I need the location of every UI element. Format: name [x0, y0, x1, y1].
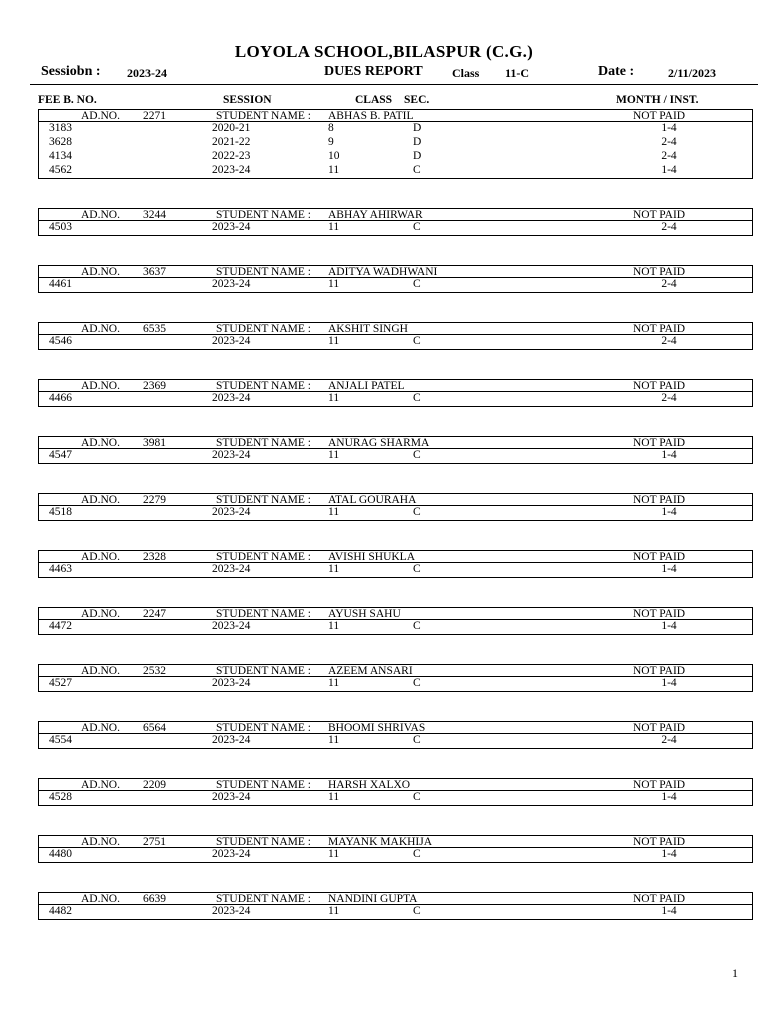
table-row: [39, 563, 752, 577]
payment-status: NOT PAID: [633, 209, 686, 221]
student-name: AKSHIT SINGH: [328, 323, 408, 335]
dues-rows: [38, 221, 753, 236]
fee-b-no: 4503: [49, 221, 72, 233]
month-inst: 2-4: [661, 136, 677, 148]
dues-rows: [38, 449, 753, 464]
section: C: [413, 278, 421, 290]
student-header-row: [38, 322, 753, 335]
ad-no-label: AD.NO.: [81, 665, 120, 677]
student-record: [38, 436, 753, 464]
table-row: [39, 506, 752, 520]
dues-rows: [38, 335, 753, 350]
student-name-label: STUDENT NAME :: [216, 836, 311, 848]
session-label: Sessiobn :: [41, 64, 101, 79]
student-header-row: [38, 550, 753, 563]
table-row: [39, 392, 752, 406]
session: 2021-22: [212, 136, 251, 148]
table-row: [39, 791, 752, 805]
class: 11: [328, 734, 340, 746]
payment-status: NOT PAID: [633, 779, 686, 791]
month-inst: 1-4: [661, 848, 677, 860]
table-row: [39, 677, 752, 691]
dues-rows: [38, 848, 753, 863]
ad-no-label: AD.NO.: [81, 551, 120, 563]
dues-rows: [38, 278, 753, 293]
session-value: 2023-24: [127, 66, 167, 80]
student-record: [38, 892, 753, 920]
table-row: [39, 221, 752, 235]
student-name: AZEEM ANSARI: [328, 665, 413, 677]
fee-b-no: 4546: [49, 335, 72, 347]
page-number: 1: [732, 966, 738, 980]
session: 2023-24: [212, 449, 251, 461]
class: 11: [328, 620, 340, 632]
section: C: [413, 164, 421, 176]
month-inst: 2-4: [661, 150, 677, 162]
student-name-label: STUDENT NAME :: [216, 209, 311, 221]
section: D: [413, 150, 422, 162]
table-row: [39, 122, 752, 136]
ad-no-label: AD.NO.: [81, 209, 120, 221]
dues-rows: [38, 677, 753, 692]
school-title: LOYOLA SCHOOL,BILASPUR (C.G.): [234, 42, 534, 61]
payment-status: NOT PAID: [633, 836, 686, 848]
dues-rows: [38, 563, 753, 578]
class: 11: [328, 791, 340, 803]
table-row: [39, 278, 752, 292]
section: C: [413, 563, 421, 575]
dues-rows: [38, 905, 753, 920]
class: 11: [328, 449, 340, 461]
student-name: AVISHI SHUKLA: [328, 551, 416, 563]
student-name-label: STUDENT NAME :: [216, 665, 311, 677]
student-record: [38, 493, 753, 521]
table-row: [39, 905, 752, 919]
table-row: [39, 449, 752, 463]
student-name-label: STUDENT NAME :: [216, 608, 311, 620]
student-record: [38, 607, 753, 635]
ad-no-value: 3637: [143, 266, 166, 278]
month-inst: 1-4: [661, 122, 677, 134]
date-label: Date :: [598, 64, 635, 79]
fee-b-no: 4547: [49, 449, 72, 461]
class: 11: [328, 335, 340, 347]
session: 2023-24: [212, 848, 251, 860]
fee-b-no: 4554: [49, 734, 72, 746]
student-name: ADITYA WADHWANI: [328, 266, 438, 278]
payment-status: NOT PAID: [633, 494, 686, 506]
payment-status: NOT PAID: [633, 551, 686, 563]
month-inst: 1-4: [661, 791, 677, 803]
student-header-row: [38, 436, 753, 449]
month-inst: 2-4: [661, 278, 677, 290]
student-record: [38, 109, 753, 179]
class-label: Class: [452, 66, 480, 80]
ad-no-label: AD.NO.: [81, 437, 120, 449]
class: 11: [328, 905, 340, 917]
student-name-label: STUDENT NAME :: [216, 551, 311, 563]
table-row: [39, 848, 752, 862]
fee-b-no: 4527: [49, 677, 72, 689]
ad-no-value: 2532: [143, 665, 166, 677]
session: 2022-23: [212, 150, 251, 162]
month-inst: 1-4: [661, 449, 677, 461]
class: 8: [328, 122, 334, 134]
student-header-row: [38, 493, 753, 506]
payment-status: NOT PAID: [633, 380, 686, 392]
student-name: ANURAG SHARMA: [328, 437, 430, 449]
student-header-row: [38, 607, 753, 620]
student-name-label: STUDENT NAME :: [216, 323, 311, 335]
section: C: [413, 335, 421, 347]
payment-status: NOT PAID: [633, 722, 686, 734]
student-header-row: [38, 208, 753, 221]
table-row: [39, 734, 752, 748]
table-row: [39, 150, 752, 164]
session: 2023-24: [212, 506, 251, 518]
class: 11: [328, 563, 340, 575]
section: C: [413, 848, 421, 860]
section: C: [413, 791, 421, 803]
student-header-row: [38, 379, 753, 392]
student-name-label: STUDENT NAME :: [216, 779, 311, 791]
student-record: [38, 265, 753, 293]
report-title: DUES REPORT: [324, 64, 423, 79]
section: D: [413, 136, 422, 148]
dues-rows: [38, 506, 753, 521]
class: 11: [328, 848, 340, 860]
month-inst: 1-4: [661, 905, 677, 917]
class-value: 11-C: [505, 66, 529, 80]
section: C: [413, 506, 421, 518]
dues-rows: [38, 122, 753, 179]
class: 10: [328, 150, 340, 162]
class: 11: [328, 221, 340, 233]
month-inst: 1-4: [661, 563, 677, 575]
student-header-row: [38, 109, 753, 122]
fee-b-no: 3628: [49, 136, 72, 148]
student-name-label: STUDENT NAME :: [216, 110, 311, 122]
student-name: ABHAS B. PATIL: [328, 110, 414, 122]
dues-rows: [38, 620, 753, 635]
section: D: [413, 122, 422, 134]
student-header-row: [38, 778, 753, 791]
section: C: [413, 392, 421, 404]
student-record: [38, 778, 753, 806]
dues-rows: [38, 734, 753, 749]
month-inst: 2-4: [661, 335, 677, 347]
session: 2023-24: [212, 620, 251, 632]
student-name-label: STUDENT NAME :: [216, 722, 311, 734]
ad-no-value: 3244: [143, 209, 166, 221]
table-row: [39, 620, 752, 634]
ad-no-label: AD.NO.: [81, 779, 120, 791]
session: 2023-24: [212, 335, 251, 347]
class: 9: [328, 136, 334, 148]
student-record: [38, 208, 753, 236]
ad-no-value: 3981: [143, 437, 166, 449]
header-divider: [30, 84, 758, 85]
session: 2023-24: [212, 734, 251, 746]
fee-b-no: 4562: [49, 164, 72, 176]
table-row: [39, 335, 752, 349]
section: C: [413, 449, 421, 461]
ad-no-value: 6639: [143, 893, 166, 905]
month-inst: 2-4: [661, 392, 677, 404]
student-name-label: STUDENT NAME :: [216, 380, 311, 392]
student-name: AYUSH SAHU: [328, 608, 401, 620]
month-inst: 1-4: [661, 677, 677, 689]
ad-no-value: 2751: [143, 836, 166, 848]
ad-no-label: AD.NO.: [81, 110, 120, 122]
ad-no-value: 2279: [143, 494, 166, 506]
ad-no-value: 2247: [143, 608, 166, 620]
student-name-label: STUDENT NAME :: [216, 893, 311, 905]
session: 2023-24: [212, 677, 251, 689]
student-name: ATAL GOURAHA: [328, 494, 417, 506]
ad-no-value: 6564: [143, 722, 166, 734]
fee-b-no: 4134: [49, 150, 72, 162]
col-fee-b-no: FEE B. NO.: [38, 94, 97, 106]
student-name: MAYANK MAKHIJA: [328, 836, 433, 848]
class: 11: [328, 278, 340, 290]
student-name-label: STUDENT NAME :: [216, 494, 311, 506]
fee-b-no: 4461: [49, 278, 72, 290]
session: 2023-24: [212, 164, 251, 176]
payment-status: NOT PAID: [633, 893, 686, 905]
ad-no-value: 2328: [143, 551, 166, 563]
session: 2023-24: [212, 278, 251, 290]
col-session: SESSION: [223, 94, 272, 106]
payment-status: NOT PAID: [633, 608, 686, 620]
section: C: [413, 734, 421, 746]
student-record: [38, 550, 753, 578]
ad-no-label: AD.NO.: [81, 722, 120, 734]
class: 11: [328, 506, 340, 518]
month-inst: 1-4: [661, 620, 677, 632]
section: C: [413, 221, 421, 233]
fee-b-no: 4518: [49, 506, 72, 518]
payment-status: NOT PAID: [633, 665, 686, 677]
table-row: [39, 164, 752, 178]
ad-no-value: 2271: [143, 110, 166, 122]
ad-no-label: AD.NO.: [81, 323, 120, 335]
ad-no-value: 6535: [143, 323, 166, 335]
ad-no-label: AD.NO.: [81, 836, 120, 848]
student-header-row: [38, 721, 753, 734]
ad-no-label: AD.NO.: [81, 380, 120, 392]
student-name: HARSH XALXO: [328, 779, 411, 791]
section: C: [413, 677, 421, 689]
student-header-row: [38, 892, 753, 905]
student-name: ANJALI PATEL: [328, 380, 405, 392]
student-name-label: STUDENT NAME :: [216, 437, 311, 449]
fee-b-no: 4472: [49, 620, 72, 632]
fee-b-no: 4463: [49, 563, 72, 575]
student-header-row: [38, 265, 753, 278]
table-row: [39, 136, 752, 150]
month-inst: 2-4: [661, 734, 677, 746]
student-header-row: [38, 664, 753, 677]
fee-b-no: 4466: [49, 392, 72, 404]
dues-rows: [38, 791, 753, 806]
month-inst: 2-4: [661, 221, 677, 233]
month-inst: 1-4: [661, 164, 677, 176]
payment-status: NOT PAID: [633, 110, 686, 122]
session: 2023-24: [212, 563, 251, 575]
ad-no-label: AD.NO.: [81, 266, 120, 278]
class: 11: [328, 164, 340, 176]
dues-rows: [38, 392, 753, 407]
ad-no-label: AD.NO.: [81, 893, 120, 905]
fee-b-no: 4482: [49, 905, 72, 917]
session: 2023-24: [212, 791, 251, 803]
payment-status: NOT PAID: [633, 266, 686, 278]
student-record: [38, 379, 753, 407]
session: 2020-21: [212, 122, 251, 134]
section: C: [413, 620, 421, 632]
student-name-label: STUDENT NAME :: [216, 266, 311, 278]
class: 11: [328, 677, 340, 689]
ad-no-label: AD.NO.: [81, 608, 120, 620]
session: 2023-24: [212, 221, 251, 233]
student-record: [38, 322, 753, 350]
section: C: [413, 905, 421, 917]
fee-b-no: 4480: [49, 848, 72, 860]
col-sec: SEC.: [404, 94, 430, 106]
student-record: [38, 721, 753, 749]
student-name: ABHAY AHIRWAR: [328, 209, 423, 221]
payment-status: NOT PAID: [633, 437, 686, 449]
student-name: NANDINI GUPTA: [328, 893, 418, 905]
fee-b-no: 4528: [49, 791, 72, 803]
session: 2023-24: [212, 905, 251, 917]
student-name: BHOOMI SHRIVAS: [328, 722, 426, 734]
month-inst: 1-4: [661, 506, 677, 518]
ad-no-value: 2209: [143, 779, 166, 791]
class: 11: [328, 392, 340, 404]
student-record: [38, 835, 753, 863]
ad-no-value: 2369: [143, 380, 166, 392]
student-header-row: [38, 835, 753, 848]
fee-b-no: 3183: [49, 122, 72, 134]
col-class: CLASS: [355, 94, 393, 106]
student-record: [38, 664, 753, 692]
payment-status: NOT PAID: [633, 323, 686, 335]
date-value: 2/11/2023: [668, 66, 717, 80]
session: 2023-24: [212, 392, 251, 404]
col-month-inst: MONTH / INST.: [616, 94, 699, 106]
ad-no-label: AD.NO.: [81, 494, 120, 506]
